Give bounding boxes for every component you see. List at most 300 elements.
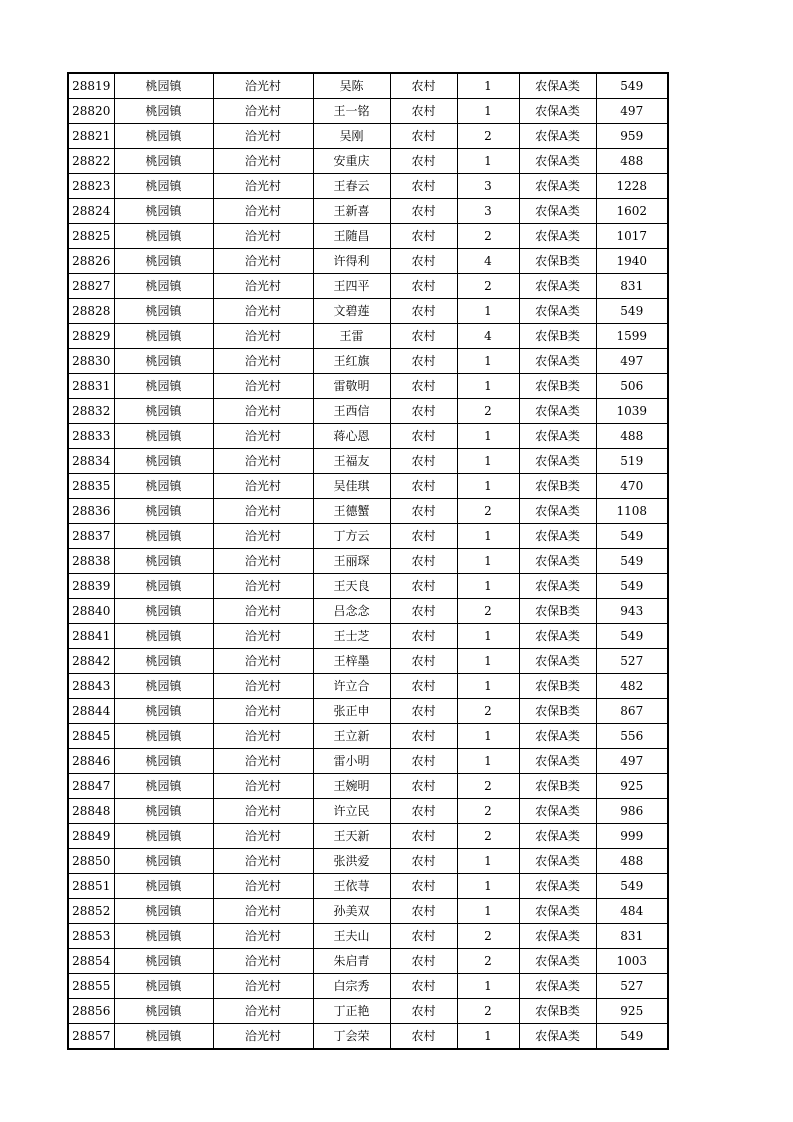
amount-cell: 925 — [596, 999, 668, 1024]
record-id-cell: 28844 — [68, 699, 114, 724]
village-cell: 洽光村 — [213, 73, 313, 99]
table-row — [68, 749, 668, 774]
table-row — [68, 599, 668, 624]
amount-cell: 484 — [596, 899, 668, 924]
table-row — [68, 999, 668, 1024]
member-count-cell: 1 — [457, 974, 519, 999]
amount-cell: 527 — [596, 974, 668, 999]
record-id-cell: 28826 — [68, 249, 114, 274]
record-id-cell: 28845 — [68, 724, 114, 749]
village-cell: 洽光村 — [213, 374, 313, 399]
table-row — [68, 499, 668, 524]
village-cell: 洽光村 — [213, 749, 313, 774]
table-row — [68, 424, 668, 449]
town-cell: 桃园镇 — [114, 774, 213, 799]
village-cell: 洽光村 — [213, 799, 313, 824]
table-row — [68, 124, 668, 149]
member-count-cell: 1 — [457, 574, 519, 599]
town-cell: 桃园镇 — [114, 549, 213, 574]
name-cell: 王四平 — [313, 274, 390, 299]
member-count-cell: 2 — [457, 224, 519, 249]
village-cell: 洽光村 — [213, 299, 313, 324]
town-cell: 桃园镇 — [114, 624, 213, 649]
table-row — [68, 374, 668, 399]
name-cell: 雷小明 — [313, 749, 390, 774]
amount-cell: 1108 — [596, 499, 668, 524]
record-id-cell: 28819 — [68, 73, 114, 99]
household-type-cell: 农村 — [390, 824, 457, 849]
amount-cell: 1017 — [596, 224, 668, 249]
name-cell: 王福友 — [313, 449, 390, 474]
insurance-category-cell: 农保A类 — [519, 73, 596, 99]
table-row — [68, 899, 668, 924]
household-type-cell: 农村 — [390, 99, 457, 124]
record-id-cell: 28847 — [68, 774, 114, 799]
village-cell: 洽光村 — [213, 124, 313, 149]
household-type-cell: 农村 — [390, 374, 457, 399]
record-id-cell: 28850 — [68, 849, 114, 874]
town-cell: 桃园镇 — [114, 999, 213, 1024]
record-id-cell: 28822 — [68, 149, 114, 174]
member-count-cell: 2 — [457, 124, 519, 149]
town-cell: 桃园镇 — [114, 149, 213, 174]
insurance-category-cell: 农保A类 — [519, 524, 596, 549]
record-id-cell: 28824 — [68, 199, 114, 224]
town-cell: 桃园镇 — [114, 399, 213, 424]
household-type-cell: 农村 — [390, 674, 457, 699]
village-cell: 洽光村 — [213, 524, 313, 549]
record-id-cell: 28823 — [68, 174, 114, 199]
household-type-cell: 农村 — [390, 73, 457, 99]
record-id-cell: 28838 — [68, 549, 114, 574]
town-cell: 桃园镇 — [114, 124, 213, 149]
member-count-cell: 1 — [457, 899, 519, 924]
member-count-cell: 3 — [457, 199, 519, 224]
household-type-cell: 农村 — [390, 574, 457, 599]
insurance-category-cell: 农保A类 — [519, 174, 596, 199]
insurance-category-cell: 农保A类 — [519, 149, 596, 174]
name-cell: 吴陈 — [313, 73, 390, 99]
name-cell: 王随昌 — [313, 224, 390, 249]
member-count-cell: 4 — [457, 324, 519, 349]
town-cell: 桃园镇 — [114, 99, 213, 124]
table-row — [68, 324, 668, 349]
record-id-cell: 28821 — [68, 124, 114, 149]
insurance-category-cell: 农保A类 — [519, 399, 596, 424]
household-type-cell: 农村 — [390, 699, 457, 724]
record-id-cell: 28842 — [68, 649, 114, 674]
town-cell: 桃园镇 — [114, 899, 213, 924]
household-type-cell: 农村 — [390, 474, 457, 499]
household-type-cell: 农村 — [390, 874, 457, 899]
member-count-cell: 1 — [457, 474, 519, 499]
household-type-cell: 农村 — [390, 399, 457, 424]
record-id-cell: 28846 — [68, 749, 114, 774]
record-id-cell: 28841 — [68, 624, 114, 649]
household-type-cell: 农村 — [390, 199, 457, 224]
name-cell: 许得利 — [313, 249, 390, 274]
village-cell: 洽光村 — [213, 724, 313, 749]
member-count-cell: 4 — [457, 249, 519, 274]
town-cell: 桃园镇 — [114, 924, 213, 949]
household-type-cell: 农村 — [390, 174, 457, 199]
table-row — [68, 699, 668, 724]
member-count-cell: 2 — [457, 499, 519, 524]
member-count-cell: 1 — [457, 874, 519, 899]
household-type-cell: 农村 — [390, 149, 457, 174]
name-cell: 文碧莲 — [313, 299, 390, 324]
member-count-cell: 1 — [457, 849, 519, 874]
name-cell: 吕念念 — [313, 599, 390, 624]
name-cell: 许立民 — [313, 799, 390, 824]
village-cell: 洽光村 — [213, 974, 313, 999]
table-row — [68, 549, 668, 574]
amount-cell: 1039 — [596, 399, 668, 424]
household-type-cell: 农村 — [390, 224, 457, 249]
insurance-category-cell: 农保B类 — [519, 774, 596, 799]
table-row — [68, 524, 668, 549]
insurance-category-cell: 农保A类 — [519, 949, 596, 974]
amount-cell: 549 — [596, 299, 668, 324]
table-row — [68, 724, 668, 749]
record-id-cell: 28825 — [68, 224, 114, 249]
name-cell: 白宗秀 — [313, 974, 390, 999]
table-row — [68, 99, 668, 124]
household-type-cell: 农村 — [390, 424, 457, 449]
town-cell: 桃园镇 — [114, 1024, 213, 1050]
household-type-cell: 农村 — [390, 624, 457, 649]
town-cell: 桃园镇 — [114, 649, 213, 674]
town-cell: 桃园镇 — [114, 299, 213, 324]
member-count-cell: 2 — [457, 774, 519, 799]
household-type-cell: 农村 — [390, 649, 457, 674]
village-cell: 洽光村 — [213, 874, 313, 899]
table-row — [68, 149, 668, 174]
household-type-cell: 农村 — [390, 924, 457, 949]
household-type-cell: 农村 — [390, 499, 457, 524]
insurance-category-cell: 农保B类 — [519, 249, 596, 274]
amount-cell: 519 — [596, 449, 668, 474]
household-type-cell: 农村 — [390, 449, 457, 474]
town-cell: 桃园镇 — [114, 949, 213, 974]
insurance-category-cell: 农保B类 — [519, 474, 596, 499]
name-cell: 王立新 — [313, 724, 390, 749]
amount-cell: 549 — [596, 524, 668, 549]
name-cell: 蒋心恩 — [313, 424, 390, 449]
household-type-cell: 农村 — [390, 774, 457, 799]
member-count-cell: 1 — [457, 549, 519, 574]
insurance-category-cell: 农保A类 — [519, 974, 596, 999]
household-type-cell: 农村 — [390, 799, 457, 824]
village-cell: 洽光村 — [213, 1024, 313, 1050]
insurance-category-cell: 农保A类 — [519, 624, 596, 649]
member-count-cell: 2 — [457, 274, 519, 299]
village-cell: 洽光村 — [213, 399, 313, 424]
table-row — [68, 449, 668, 474]
amount-cell: 831 — [596, 274, 668, 299]
town-cell: 桃园镇 — [114, 249, 213, 274]
amount-cell: 831 — [596, 924, 668, 949]
household-type-cell: 农村 — [390, 549, 457, 574]
record-id-cell: 28820 — [68, 99, 114, 124]
member-count-cell: 1 — [457, 99, 519, 124]
amount-cell: 1602 — [596, 199, 668, 224]
amount-cell: 1940 — [596, 249, 668, 274]
record-id-cell: 28857 — [68, 1024, 114, 1050]
table-row — [68, 649, 668, 674]
household-type-cell: 农村 — [390, 249, 457, 274]
household-type-cell: 农村 — [390, 524, 457, 549]
name-cell: 王夫山 — [313, 924, 390, 949]
record-id-cell: 28829 — [68, 324, 114, 349]
table-row — [68, 824, 668, 849]
member-count-cell: 1 — [457, 73, 519, 99]
name-cell: 王德蟹 — [313, 499, 390, 524]
record-id-cell: 28852 — [68, 899, 114, 924]
insurance-category-cell: 农保A类 — [519, 574, 596, 599]
insurance-category-cell: 农保A类 — [519, 224, 596, 249]
member-count-cell: 1 — [457, 424, 519, 449]
member-count-cell: 2 — [457, 699, 519, 724]
table-row — [68, 624, 668, 649]
name-cell: 朱启青 — [313, 949, 390, 974]
table-row — [68, 224, 668, 249]
town-cell: 桃园镇 — [114, 174, 213, 199]
name-cell: 孙美双 — [313, 899, 390, 924]
amount-cell: 999 — [596, 824, 668, 849]
village-cell: 洽光村 — [213, 774, 313, 799]
table-row — [68, 349, 668, 374]
village-cell: 洽光村 — [213, 674, 313, 699]
member-count-cell: 1 — [457, 749, 519, 774]
household-type-cell: 农村 — [390, 949, 457, 974]
name-cell: 王天良 — [313, 574, 390, 599]
amount-cell: 488 — [596, 849, 668, 874]
name-cell: 王新喜 — [313, 199, 390, 224]
amount-cell: 506 — [596, 374, 668, 399]
household-type-cell: 农村 — [390, 349, 457, 374]
insurance-category-cell: 农保B类 — [519, 674, 596, 699]
member-count-cell: 2 — [457, 399, 519, 424]
table-row — [68, 874, 668, 899]
record-id-cell: 28849 — [68, 824, 114, 849]
town-cell: 桃园镇 — [114, 474, 213, 499]
village-cell: 洽光村 — [213, 449, 313, 474]
household-type-cell: 农村 — [390, 749, 457, 774]
member-count-cell: 1 — [457, 1024, 519, 1050]
village-cell: 洽光村 — [213, 249, 313, 274]
town-cell: 桃园镇 — [114, 874, 213, 899]
table-row — [68, 299, 668, 324]
record-id-cell: 28832 — [68, 399, 114, 424]
name-cell: 雷敬明 — [313, 374, 390, 399]
table-row — [68, 574, 668, 599]
insurance-category-cell: 农保A类 — [519, 724, 596, 749]
village-cell: 洽光村 — [213, 474, 313, 499]
amount-cell: 959 — [596, 124, 668, 149]
amount-cell: 497 — [596, 749, 668, 774]
name-cell: 王天新 — [313, 824, 390, 849]
name-cell: 王梓墨 — [313, 649, 390, 674]
member-count-cell: 1 — [457, 449, 519, 474]
name-cell: 王婉明 — [313, 774, 390, 799]
table-row — [68, 199, 668, 224]
village-cell: 洽光村 — [213, 899, 313, 924]
amount-cell: 549 — [596, 549, 668, 574]
village-cell: 洽光村 — [213, 224, 313, 249]
member-count-cell: 2 — [457, 949, 519, 974]
village-cell: 洽光村 — [213, 499, 313, 524]
amount-cell: 488 — [596, 149, 668, 174]
town-cell: 桃园镇 — [114, 199, 213, 224]
insurance-category-cell: 农保A类 — [519, 99, 596, 124]
village-cell: 洽光村 — [213, 574, 313, 599]
village-cell: 洽光村 — [213, 949, 313, 974]
name-cell: 王雷 — [313, 324, 390, 349]
name-cell: 丁方云 — [313, 524, 390, 549]
record-id-cell: 28853 — [68, 924, 114, 949]
household-type-cell: 农村 — [390, 1024, 457, 1050]
household-type-cell: 农村 — [390, 274, 457, 299]
record-id-cell: 28854 — [68, 949, 114, 974]
household-type-cell: 农村 — [390, 124, 457, 149]
town-cell: 桃园镇 — [114, 824, 213, 849]
insurance-category-cell: 农保A类 — [519, 499, 596, 524]
town-cell: 桃园镇 — [114, 349, 213, 374]
insurance-category-cell: 农保A类 — [519, 299, 596, 324]
member-count-cell: 2 — [457, 999, 519, 1024]
town-cell: 桃园镇 — [114, 449, 213, 474]
table-row — [68, 674, 668, 699]
town-cell: 桃园镇 — [114, 974, 213, 999]
amount-cell: 470 — [596, 474, 668, 499]
insurance-category-cell: 农保B类 — [519, 599, 596, 624]
amount-cell: 549 — [596, 624, 668, 649]
name-cell: 王一铭 — [313, 99, 390, 124]
village-cell: 洽光村 — [213, 699, 313, 724]
member-count-cell: 1 — [457, 674, 519, 699]
household-type-cell: 农村 — [390, 599, 457, 624]
insurance-category-cell: 农保A类 — [519, 749, 596, 774]
table-row — [68, 949, 668, 974]
record-id-cell: 28834 — [68, 449, 114, 474]
village-cell: 洽光村 — [213, 349, 313, 374]
record-id-cell: 28840 — [68, 599, 114, 624]
household-type-cell: 农村 — [390, 899, 457, 924]
table-row — [68, 774, 668, 799]
town-cell: 桃园镇 — [114, 73, 213, 99]
town-cell: 桃园镇 — [114, 524, 213, 549]
insurance-category-cell: 农保A类 — [519, 824, 596, 849]
member-count-cell: 1 — [457, 724, 519, 749]
town-cell: 桃园镇 — [114, 724, 213, 749]
town-cell: 桃园镇 — [114, 274, 213, 299]
town-cell: 桃园镇 — [114, 424, 213, 449]
town-cell: 桃园镇 — [114, 749, 213, 774]
member-count-cell: 1 — [457, 624, 519, 649]
town-cell: 桃园镇 — [114, 374, 213, 399]
amount-cell: 1599 — [596, 324, 668, 349]
record-id-cell: 28848 — [68, 799, 114, 824]
village-cell: 洽光村 — [213, 199, 313, 224]
insurance-category-cell: 农保B类 — [519, 699, 596, 724]
insurance-category-cell: 农保A类 — [519, 1024, 596, 1050]
amount-cell: 943 — [596, 599, 668, 624]
village-cell: 洽光村 — [213, 599, 313, 624]
table-row — [68, 73, 668, 99]
village-cell: 洽光村 — [213, 649, 313, 674]
village-cell: 洽光村 — [213, 149, 313, 174]
village-cell: 洽光村 — [213, 274, 313, 299]
insurance-category-cell: 农保A类 — [519, 849, 596, 874]
town-cell: 桃园镇 — [114, 799, 213, 824]
table-row — [68, 399, 668, 424]
amount-cell: 867 — [596, 699, 668, 724]
record-id-cell: 28831 — [68, 374, 114, 399]
member-count-cell: 2 — [457, 824, 519, 849]
village-cell: 洽光村 — [213, 624, 313, 649]
village-cell: 洽光村 — [213, 424, 313, 449]
record-id-cell: 28836 — [68, 499, 114, 524]
name-cell: 王西信 — [313, 399, 390, 424]
insurance-category-cell: 农保A类 — [519, 799, 596, 824]
town-cell: 桃园镇 — [114, 224, 213, 249]
name-cell: 王红旗 — [313, 349, 390, 374]
record-id-cell: 28843 — [68, 674, 114, 699]
amount-cell: 1003 — [596, 949, 668, 974]
household-type-cell: 农村 — [390, 324, 457, 349]
insurance-category-cell: 农保A类 — [519, 449, 596, 474]
member-count-cell: 2 — [457, 924, 519, 949]
insurance-category-cell: 农保B类 — [519, 374, 596, 399]
amount-cell: 488 — [596, 424, 668, 449]
insurance-category-cell: 农保A类 — [519, 874, 596, 899]
record-id-cell: 28856 — [68, 999, 114, 1024]
name-cell: 吴刚 — [313, 124, 390, 149]
town-cell: 桃园镇 — [114, 324, 213, 349]
town-cell: 桃园镇 — [114, 599, 213, 624]
household-type-cell: 农村 — [390, 999, 457, 1024]
name-cell: 丁会荣 — [313, 1024, 390, 1050]
insurance-category-cell: 农保A类 — [519, 924, 596, 949]
insurance-category-cell: 农保A类 — [519, 199, 596, 224]
table-row — [68, 924, 668, 949]
name-cell: 安重庆 — [313, 149, 390, 174]
insurance-category-cell: 农保A类 — [519, 349, 596, 374]
table-row — [68, 849, 668, 874]
name-cell: 张洪爱 — [313, 849, 390, 874]
table-row — [68, 174, 668, 199]
name-cell: 王春云 — [313, 174, 390, 199]
village-cell: 洽光村 — [213, 824, 313, 849]
name-cell: 王士芝 — [313, 624, 390, 649]
town-cell: 桃园镇 — [114, 699, 213, 724]
insurance-category-cell: 农保A类 — [519, 549, 596, 574]
name-cell: 吴佳琪 — [313, 474, 390, 499]
town-cell: 桃园镇 — [114, 574, 213, 599]
village-cell: 洽光村 — [213, 174, 313, 199]
member-count-cell: 1 — [457, 349, 519, 374]
village-cell: 洽光村 — [213, 324, 313, 349]
village-cell: 洽光村 — [213, 924, 313, 949]
insurance-category-cell: 农保A类 — [519, 649, 596, 674]
member-count-cell: 1 — [457, 374, 519, 399]
village-cell: 洽光村 — [213, 549, 313, 574]
name-cell: 王丽琛 — [313, 549, 390, 574]
household-type-cell: 农村 — [390, 849, 457, 874]
table-row — [68, 249, 668, 274]
insurance-category-cell: 农保A类 — [519, 424, 596, 449]
